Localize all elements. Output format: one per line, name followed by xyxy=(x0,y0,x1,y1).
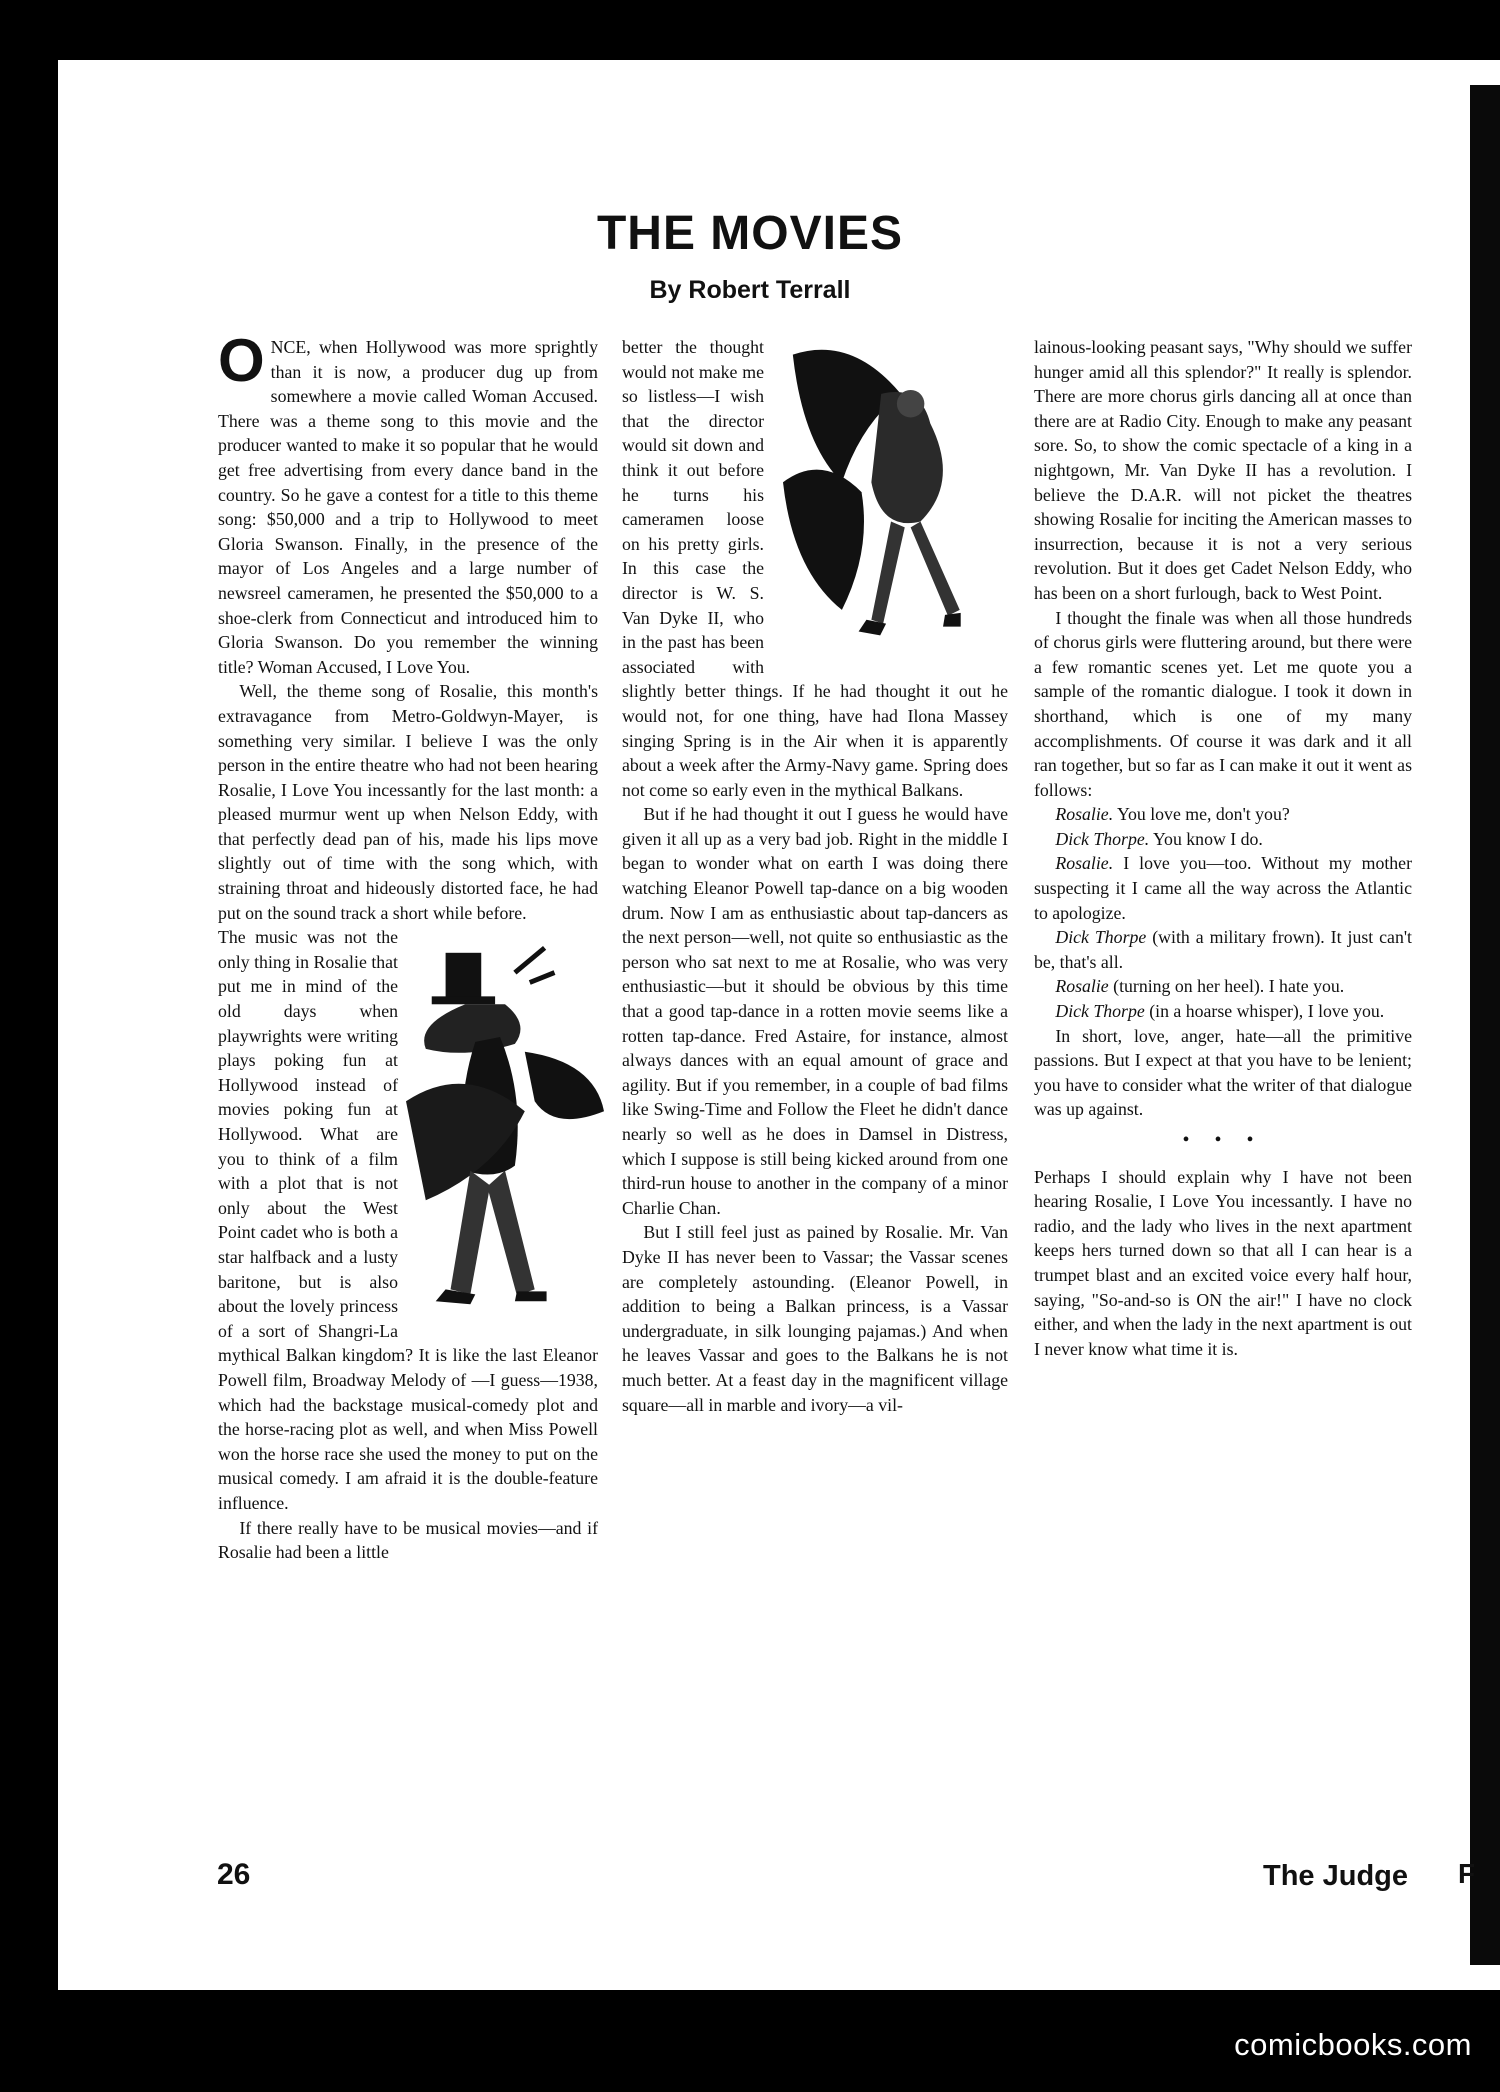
column-2 xyxy=(622,335,1008,1417)
column-3 xyxy=(1034,335,1412,1361)
drop-cap: O xyxy=(218,327,265,394)
section-divider: • • • xyxy=(1182,1129,1264,1151)
dialogue-line: Dick Thorpe (with a military frown). It just can't be, that's all. xyxy=(1034,927,1412,972)
dialogue-line: Dick Thorpe. You know I do. xyxy=(1055,828,1263,849)
paragraph: ONCE, when Hollywood was more sprightly than it is now, a producer dug up from somewhere a movie called Woman Accused. There was a theme song to this movie and the producer wanted to make it so popular that he would get free advertising from every dance band in the country. So he gave a contest for a title to this theme song: $50,000 and a trip to Hollywood to meet Gloria Swanson. Finally, in the presence of the mayor of Los Angeles and a large number of newsreel cameramen, he presented the $50,000 to a shoe-clerk from Connecticut and introduced him to Gloria Swanson. Do you remember the winning title? Woman Accused, I Love You. xyxy=(218,327,598,677)
paragraph: But I still feel just as pained by Rosalie. Mr. Van Dyke II has never been to Vassar; the Vassar scenes are completely astounding. (Eleanor Powell, in addition to being a Balkan princess, is a Vassar undergraduate, in silk lounging pajamas.) And when he leaves Vassar and goes to the Balkans he is not much better. At a feast day in the magnificent village square—all in marble and ivory—a vil- xyxy=(622,1222,1008,1415)
page-gutter-shadow xyxy=(1470,85,1500,1965)
paragraph: better the thought would not make me so listless—I wish that the director would sit down and think it out before he turns his cameramen loose on his pretty girls. In this case the director is W. S. Van Dyke II, who in the past has been associated with slightly better things. If he had thought it out he would not, for one thing, have had Ilona Massey singing Spring is in the Air when it is apparently about a week after the Army-Navy game. Spring does not come so early even in the mythical Balkans. xyxy=(622,337,1008,800)
page-number: 26 xyxy=(217,1858,251,1891)
chorus-girl-dancer-illustration xyxy=(772,335,1010,659)
publication-name: The Judge xyxy=(1262,1860,1408,1892)
source-watermark: comicbooks.com xyxy=(1234,2027,1472,2062)
article-title: THE MOVIES xyxy=(596,207,904,260)
paragraph: If there really have to be musical movies—and if Rosalie had been a little xyxy=(218,1517,598,1563)
dialogue-line: Rosalie. I love you—too. Without my mother suspecting it I came all the way across the Atlantic to apologize. xyxy=(1034,853,1412,923)
adjacent-page-fragment: F xyxy=(1458,1858,1476,1889)
article-byline: By Robert Terrall xyxy=(649,276,851,304)
paragraph: In short, love, anger, hate—all the primitive passions. But I expect at that you have to be lenient; you have to consider what the writer of that dialogue was up against. xyxy=(1034,1025,1412,1120)
dialogue-line: Dick Thorpe (in a hoarse whisper), I love you. xyxy=(1055,1001,1385,1022)
paragraph: I thought the finale was when all those hundreds of chorus girls were fluttering around, but there were a few romantic scenes yet. Let me quote you a sample of the romantic dialogue. I took it down in shorthand, which is one of my many accomplishments. Of course it was dark and it all ran together, but so far as I can make it out it went as follows: xyxy=(1034,607,1412,800)
paragraph: Perhaps I should explain why I have not been hearing Rosalie, I Love You incessantly. I have no radio, and the lady who lives in the next apartment keeps hers turned down so that all I can hear is a trumpet blast and an excited voice every half hour, saying, "So-and-so is ON the air!" I have no clock either, and when the lady in the next apartment is out I never know what time it is. xyxy=(1034,1166,1412,1359)
dialogue-line: Rosalie (turning on her heel). I hate you. xyxy=(1055,976,1345,997)
dialogue-line: Rosalie. You love me, don't you? xyxy=(1055,804,1290,825)
paragraph: Well, the theme song of Rosalie, this month's extravagance from Metro-Goldwyn-Mayer, is something very similar. I believe I was the only person in the entire theatre who had not been hearing Rosalie, I Love You incessantly for the last month: a pleased murmur went up when Nelson Eddy, with that perfectly dead pan of his, made his lips move slightly out of time with the song which, with straining throat and hideously distorted face, he had put on the sound track a short while before. xyxy=(218,681,598,923)
paragraph: lainous-looking peasant says, "Why should we suffer hunger amid all this splendor?" It really is splendor. There are more chorus girls dancing all at once than there are at Radio City. Enough to make any peasant sore. So, to show the comic spectacle of a king in a nightgown, Mr. Van Dyke II has a revolution. I believe the D.A.R. will not picket the theatres showing Rosalie for inciting the American masses to insurrection, because it is not a very serious revolution. But it does get Cadet Nelson Eddy, who has been on a short furlough, back to West Point. xyxy=(1034,337,1412,603)
paragraph: The music was not the only thing in Rosalie that put me in mind of the old days when playwrights were writing plays poking fun at Hollywood instead of movies poking fun at Hollywood. What are you to think of a film with a plot that is not only about the West Point cadet who is both a star halfback and a lusty baritone, but is also about the lovely princess of a sort of Shangri-La mythical Balkan kingdom? It is like the last Eleanor Powell film, Broadway Melody of —I guess—1938, which had the backstage musical-comedy plot and the horse-racing plot as well, and when Miss Powell won the horse race she used the money to put on the musical comedy. I am afraid it is the double-feature influence. xyxy=(218,927,598,1513)
dancer-in-top-hat-illustration xyxy=(406,929,604,1333)
paragraph: But if he had thought it out I guess he would have given it all up as a very bad job. Right in the middle I began to wonder what on earth I was doing there watching Eleanor Powell tap-dance on a big wooden drum. Now I am as enthusiastic about tap-dancers as the next person—well, not quite so enthusiastic as the person who sat next to me at Rosalie, who was very enthusiastic—but it should be obvious by this time that a good tap-dance in a rotten movie seems like a rotten tap-dance. Fred Astaire, for instance, almost always dances with an equal amount of grace and agility. But if you remember, in a couple of bad films like Swing-Time and Follow the Fleet he didn't dance nearly so well as he does in Damsel in Distress, which I suppose is still being kicked around from one third-run house to another in the company of a minor Charlie Chan. xyxy=(622,804,1008,1218)
column-1 xyxy=(218,327,598,1565)
